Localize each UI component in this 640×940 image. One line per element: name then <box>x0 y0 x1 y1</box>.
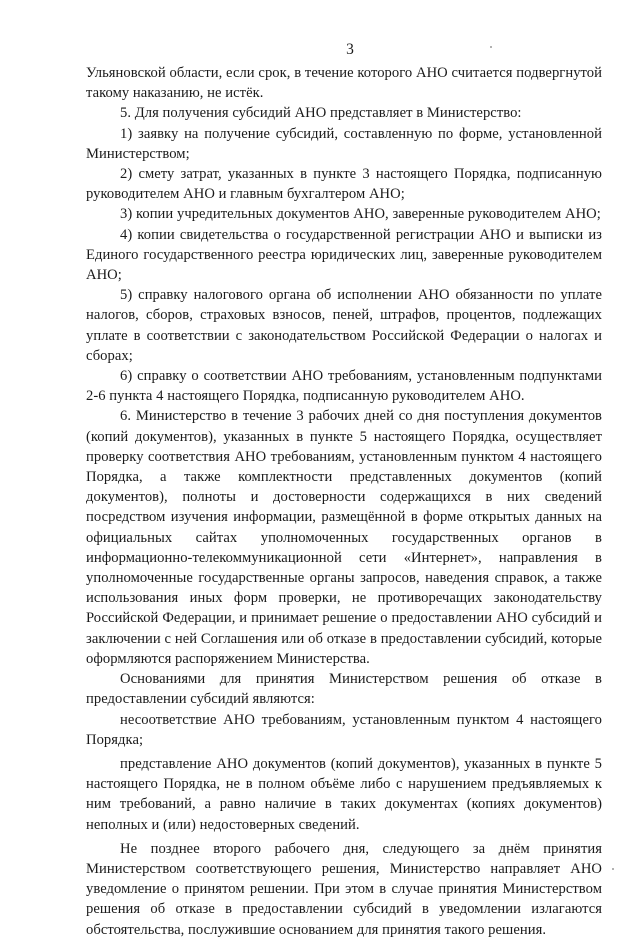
paragraph-continuation: Ульяновской области, если срок, в течение которого АНО считается подвергнутой такому наказанию, не истёк. <box>86 65 602 102</box>
document-body <box>86 63 602 940</box>
list-item-3: 3) копии учредительных документов АНО, заверенные руководителем АНО; <box>120 206 601 223</box>
list-item-2: 2) смету затрат, указанных в пункте 3 настоящего Порядка, подписанную руководителем АНО и главным бухгалтером АНО; <box>86 166 602 203</box>
paragraph-clause-5: 5. Для получения субсидий АНО представляет в Министерство: <box>120 105 522 122</box>
list-item-6: 6) справку о соответствии АНО требованиям, установленным подпунктами 2-6 пункта 4 настоящего Порядка, подписанную руководителем АНО. <box>86 368 602 405</box>
paragraph-clause-6: 6. Министерство в течение 3 рабочих дней со дня поступления документов (копий документов), указанных в пункте 5 настоящего Порядка, осуществляет проверку соответствия АНО требованиям, установленным пунктом 4 настоящего Порядка, а также комплектности представленных документов (копий документов), полноты и достоверности содержащихся в них сведений посредством изучения информации, размещённой в форме открытых данных на официальных сайтах уполномоченных государственных органов в информационно-телекоммуникационной сети «Интернет», направления в уполномоченные государственные органы запросов, наведения справок, а также использования иных форм проверки, не противоречащих законодательству Российской Федерации, и принимает решение о предоставлении АНО субсидий и заключении с ней Соглашения или об отказе в предоставлении субсидий, которые оформляются распоряжением Министерства. <box>86 408 602 667</box>
scan-speck <box>490 46 492 48</box>
paragraph-refusal-grounds: Основаниями для принятия Министерством решения об отказе в предоставлении субсидий являются: <box>86 671 602 708</box>
paragraph-notification: Не позднее второго рабочего дня, следующего за днём принятия Министерством соответствующего решения, Министерство направляет АНО уведомление о принятом решении. При этом в случае принятия Министерством решения об отказе в предоставлении субсидий в уведомлении излагаются обстоятельства, послужившие основанием для принятия такого решения. <box>86 840 602 938</box>
list-item-5: 5) справку налогового органа об исполнении АНО обязанности по уплате налогов, сборов, страховых взносов, пеней, штрафов, процентов, подлежащих уплате в соответствии с законодательством Российской Федерации о налогах и сборах; <box>86 287 602 364</box>
list-item-1: 1) заявку на получение субсидий, составленную по форме, установленной Министерством; <box>86 125 602 162</box>
scan-speck <box>612 868 614 870</box>
refusal-ground-2: представление АНО документов (копий документов), указанных в пункте 5 настоящего Порядка, не в полном объёме либо с нарушением предъявляемых к ним требований, а равно наличие в таких документах (копиях документов) неполных и (или) недостоверных сведений. <box>86 755 602 833</box>
page-number: 3 <box>346 41 354 58</box>
refusal-ground-1: несоответствие АНО требованиям, установленным пунктом 4 настоящего Порядка; <box>86 711 602 748</box>
list-item-4: 4) копии свидетельства о государственной регистрации АНО и выписки из Единого государственного реестра юридических лиц, заверенные руководителем АНО; <box>86 226 602 284</box>
